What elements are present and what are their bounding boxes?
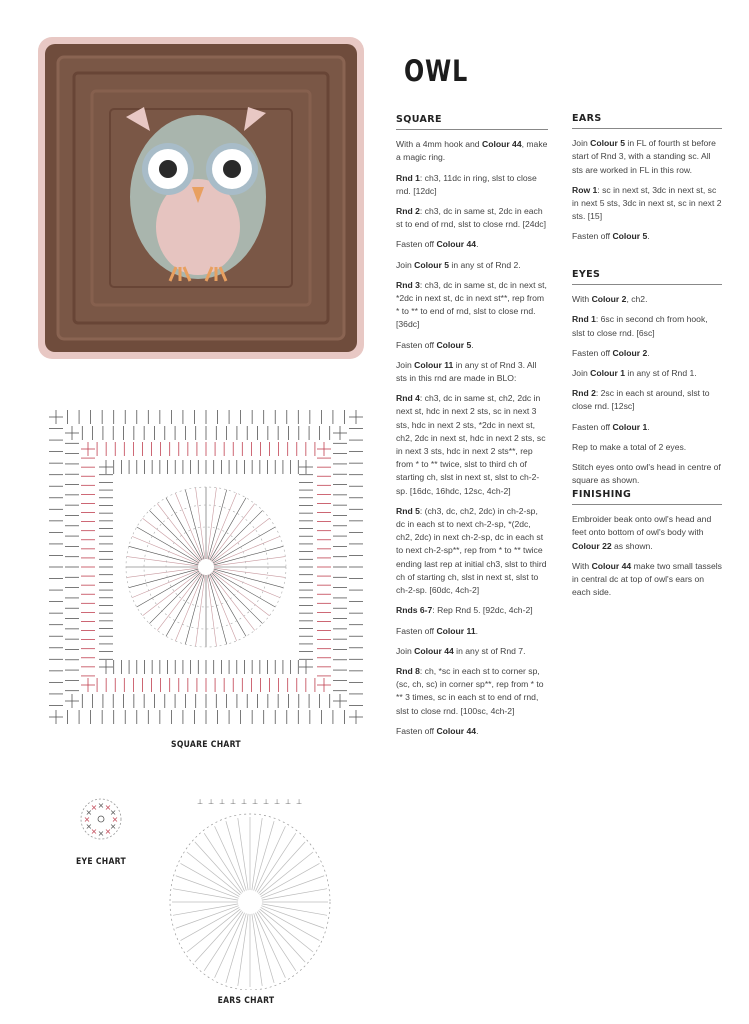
chart-radial-stitch [213,527,275,563]
instruction-step [396,505,548,597]
colour-label: Colour 2 [591,294,627,305]
chart-radial-stitch [127,557,198,566]
instruction-step [572,421,722,434]
round-label: Row 1 [572,184,598,195]
round-label: Rnd 1 [396,172,420,183]
ears-chart-top-stitch: ⊥ [240,798,248,806]
chart-sc-mark: × [104,827,112,837]
chart-radial-stitch [214,568,285,577]
chart-radial-stitch [157,504,201,561]
chart-sc-mark: × [109,822,117,831]
chart-radial-stitch [213,571,275,607]
ears-chart-top-stitch: ⊥ [196,798,204,806]
chart-radial-stitch [166,498,202,560]
step-text: Rep to make a total of 2 eyes. [572,441,687,452]
colour-label: Colour 44 [591,560,632,571]
instruction-step [396,359,548,385]
instruction-step [572,137,722,177]
instruction-step [396,392,548,498]
ears-steps [572,137,722,243]
chart-sc-mark: × [85,822,93,831]
colour-label: Colour 5 [590,138,626,149]
ears-crochet-chart [160,790,340,990]
step-text: With a 4mm hook and [396,139,482,150]
step-text: Join [572,138,591,149]
colour-label: Colour 22 [572,540,612,551]
step-text-rest: in FL of fourth st before start of Rnd 3, with a standing sc. All sts are worked in FL in this row. [572,138,716,175]
step-text-rest: in any st of Rnd 3. All sts in this rnd are made in BLO: [396,359,537,384]
instruction-step [572,461,722,487]
ears-chart-top-stitch: ⊥ [273,798,281,806]
chart-radial-stitch [166,574,202,636]
eyes-steps [572,293,722,487]
step-text-rest: . [647,421,650,432]
chart-radial-stitch [214,557,285,566]
ears-chart-top-stitch: ⊥ [229,798,237,806]
colour-label: Colour 2 [612,347,648,358]
step-text: : Rep Rnd 5. [92dc, 4ch-2] [432,605,533,616]
step-text: : 2sc in each st around, slst to close rnd. [12sc] [572,388,710,412]
step-text: : 6sc in second ch from hook, slst to close rnd. [6sc] [572,314,708,338]
step-text: Stitch eyes onto owl's head in centre of square as shown. [572,462,721,486]
square-instructions [396,113,548,745]
chart-radial-stitch [212,518,269,562]
eye-chart-center [98,816,104,822]
instruction-step [572,184,722,224]
step-text: : ch3, dc in same st, dc in next st, *2dc in next st, dc in next st**, rep from * to ** to end of rnd, slst to close rnd. [36dc] [396,279,547,330]
colour-label: Colour 11 [414,359,454,370]
colour-label: Colour 5 [612,231,648,242]
colour-label: Colour 5 [436,339,472,350]
ears-chart-stitch [257,912,296,971]
step-text: Fasten off [396,239,437,250]
chart-radial-stitch [211,573,255,630]
step-text: Join [396,259,415,270]
chart-sc-mark: × [83,815,91,824]
instruction-step [572,560,722,600]
round-label: Rnd 8 [396,665,420,676]
step-text: With [572,560,592,571]
ears-chart-top-stitch: ⊥ [207,798,215,806]
step-text: Join [572,368,591,379]
colour-label: Colour 44 [481,139,522,150]
chart-radial-stitch [137,527,199,563]
instruction-step [396,238,548,251]
chart-radial-stitch [196,575,205,646]
step-text: : (ch3, dc, ch2, 2dc) in ch-2-sp, dc in each st to next ch-2-sp, *(2dc, ch2, 2dc) in next ch-2-sp, dc in each st to next ch-2-sp**, rep from * to ** twice ending last rep at initial ch3, slst to third ch of starting ch, slst in next st, slst to ch-2-sp. [60dc, 4ch-2] [396,505,547,596]
colour-label: Colour 44 [414,645,454,656]
ears-chart-stitch [260,852,313,895]
chart-sc-mark: × [90,802,98,812]
step-text-rest: . [475,625,479,636]
instruction-step [396,604,548,617]
chart-radial-stitch [212,572,269,616]
instruction-step [396,625,548,638]
finishing-steps [572,513,722,599]
instruction-step [396,205,548,231]
chart-radial-stitch [157,573,201,630]
step-text: : ch3, dc in same st, ch2, 2dc in next st, hdc in next 2 sts, sc in next 3 sts, hdc in next 2 sts, *2dc in next st, ch2, 2dc in next st, hdc in next 2 sts, sc in next 3 sts, hdc in next 2 sts**, rep from * to ** twice, slst to third ch of starting ch, slst in next st, slst to ch-2-sp. [16dc, 16hdc, 12sc, 4ch-2] [396,393,546,496]
instruction-step [396,645,548,658]
step-text: Embroider beak onto owl's head and feet onto bottom of owl's body with [572,514,712,538]
ears-chart-stitch [204,833,243,892]
colour-label: Colour 11 [436,625,476,636]
step-text-rest: . [476,725,479,736]
instruction-step [396,339,548,352]
instruction-step [396,138,548,164]
ears-chart-top-stitch: ⊥ [251,798,259,806]
ears-chart-stitch [187,852,240,895]
chart-sc-mark: × [111,815,119,824]
step-text: Fasten off [396,625,437,636]
colour-label: Colour 5 [414,259,450,270]
chart-sc-mark: × [97,829,105,838]
finishing-instructions [572,488,722,606]
chart-radial-stitch [196,488,205,559]
step-text-rest: make two small tassels in central dc at top of owl's ears on each side. [572,560,722,598]
colour-label: Colour 1 [590,368,626,379]
chart-radial-stitch [143,572,200,616]
page-title: OWL [404,54,469,88]
ears-heading: EARS [572,112,722,129]
ears-chart-stitch [187,909,240,952]
chart-sc-mark: × [90,827,98,837]
chart-sc-mark: × [97,801,105,810]
colour-label: Colour 44 [436,725,477,736]
ears-chart-top-stitch: ⊥ [295,798,303,806]
step-text: With [572,294,592,305]
square-steps [396,138,548,738]
round-label: Rnd 2 [396,206,420,217]
instruction-step [396,172,548,198]
step-text: : ch3, 11dc in ring, slst to close rnd. [12dc] [396,172,537,196]
step-text: Fasten off [572,231,613,242]
finishing-heading: FINISHING [572,488,722,505]
chart-radial-stitch [207,575,216,646]
ears-chart-stitch [204,912,243,971]
colour-label: Colour 44 [436,239,477,250]
step-text: : ch, *sc in each st to corner sp, (sc, ch, sc) in corner sp**, rep from * to ** 3 times, sc in each st to end of rnd, slst to close rnd. [100sc, 4ch-2] [396,665,544,716]
step-text: Fasten off [396,339,437,350]
step-text-rest: in any st of Rnd 7. [453,645,526,656]
step-text: Fasten off [572,421,613,432]
chart-radial-stitch [207,488,216,559]
chart-radial-stitch [143,518,200,562]
instruction-step [572,293,722,306]
chart-radial-stitch [137,571,199,607]
step-text: : ch3, dc in same st, 2dc in each st to end of rnd, slst to close rnd. [24dc] [396,206,546,230]
round-label: Rnd 2 [572,388,596,399]
square-chart-label: SQUARE CHART [171,740,241,750]
ears-chart-top-stitch: ⊥ [262,798,270,806]
round-label: Rnd 3 [396,279,420,290]
step-text-rest: . [471,339,474,350]
chart-radial-stitch [127,568,198,577]
step-text-rest: in any st of Rnd 1. [625,368,697,379]
instruction-step [396,725,548,738]
instruction-step [572,347,722,360]
instruction-step [572,367,722,380]
instruction-step [572,441,722,454]
instruction-step [572,513,722,553]
instruction-step [396,259,548,272]
eye-crochet-chart [78,796,124,842]
square-heading: SQUARE [396,113,548,130]
step-text: Fasten off [396,725,437,736]
round-label: Rnd 4 [396,393,420,404]
chart-sc-mark: × [104,802,112,812]
ears-chart-stitch [257,833,296,892]
eye-chart-label: EYE CHART [75,857,126,867]
colour-label: Colour 1 [612,421,648,432]
step-text-rest: , make a magic ring. [396,139,548,163]
step-text-rest: in any st of Rnd 2. [449,259,521,270]
ears-chart-stitch [260,909,313,952]
owl-square-photo [38,37,364,359]
step-text: Join [396,645,415,656]
ears-chart-top-stitch: ⊥ [284,798,292,806]
ears-instructions [572,112,722,251]
chart-radial-stitch [210,498,246,560]
step-text-rest: . [476,239,479,250]
ears-chart-label: EARS CHART [217,996,275,1006]
round-label: Rnd 5 [396,505,420,516]
chart-radial-stitch [210,574,246,636]
instruction-step [572,230,722,243]
square-crochet-chart [46,404,366,730]
step-text: Join [396,359,415,370]
step-text: : sc in next st, 3dc in next st, sc in next 5 sts, 3dc in next st, sc in next 2 sts. [15] [572,184,722,222]
step-text-rest: . [647,231,650,242]
chart-radial-stitch [211,504,255,561]
eyes-heading: EYES [572,268,722,285]
step-text-rest: as shown. [611,540,653,551]
round-label: Rnd 1 [572,314,596,325]
step-text: Fasten off [572,347,613,358]
step-text-rest: . [647,347,650,358]
ears-chart-top-stitch: ⊥ [218,798,226,806]
chart-sc-mark: × [109,808,117,817]
instruction-step [572,313,722,339]
chart-sc-mark: × [85,808,93,817]
eyes-instructions [572,268,722,494]
instruction-step [396,279,548,332]
round-label: Rnds 6-7 [396,605,433,616]
step-text-rest: , ch2. [626,294,648,305]
instruction-step [396,665,548,718]
instruction-step [572,387,722,413]
